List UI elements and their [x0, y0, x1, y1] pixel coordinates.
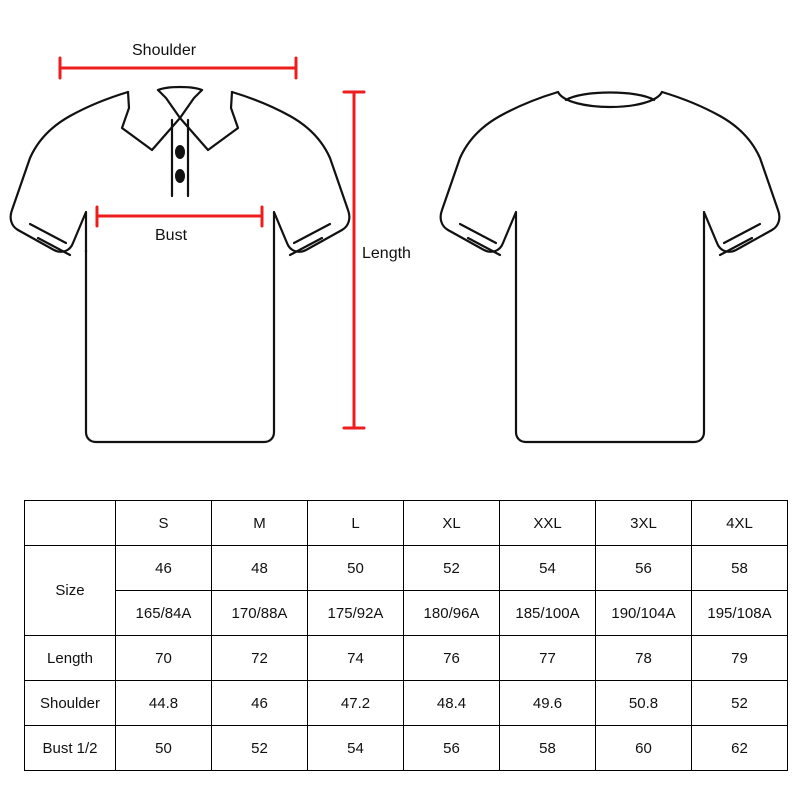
size-table-wrapper: [24, 500, 787, 771]
bust-l: 54: [308, 726, 404, 771]
size-height-l: 175/92A: [308, 591, 404, 636]
size-header-4xl: 4XL: [692, 501, 788, 546]
size-header-m: M: [212, 501, 308, 546]
length-xxl: 77: [500, 636, 596, 681]
size-table: [24, 500, 788, 771]
row-label-size: Size: [25, 546, 116, 636]
front-shirt-outline: [11, 87, 350, 442]
row-label-bust: Bust 1/2: [25, 726, 116, 771]
shoulder-3xl: 50.8: [596, 681, 692, 726]
size-number-m: 48: [212, 546, 308, 591]
size-height-xl: 180/96A: [404, 591, 500, 636]
shoulder-4xl: 52: [692, 681, 788, 726]
shoulder-s: 44.8: [116, 681, 212, 726]
length-measure-label: Length: [362, 245, 411, 262]
length-xl: 76: [404, 636, 500, 681]
table-row-size-heights: [25, 591, 788, 636]
size-number-4xl: 58: [692, 546, 788, 591]
shoulder-l: 47.2: [308, 681, 404, 726]
size-number-3xl: 56: [596, 546, 692, 591]
table-row-length: [25, 636, 788, 681]
bust-4xl: 62: [692, 726, 788, 771]
table-row-bust: [25, 726, 788, 771]
table-row-size-numbers: [25, 546, 788, 591]
size-number-s: 46: [116, 546, 212, 591]
shoulder-m: 46: [212, 681, 308, 726]
size-header-xxl: XXL: [500, 501, 596, 546]
size-height-m: 170/88A: [212, 591, 308, 636]
length-l: 74: [308, 636, 404, 681]
length-4xl: 79: [692, 636, 788, 681]
size-height-3xl: 190/104A: [596, 591, 692, 636]
shoulder-measure-label: Shoulder: [132, 42, 197, 59]
size-number-l: 50: [308, 546, 404, 591]
bust-xl: 56: [404, 726, 500, 771]
table-row-shoulder: [25, 681, 788, 726]
length-m: 72: [212, 636, 308, 681]
bust-s: 50: [116, 726, 212, 771]
bust-xxl: 58: [500, 726, 596, 771]
size-header-l: L: [308, 501, 404, 546]
size-number-xxl: 54: [500, 546, 596, 591]
length-3xl: 78: [596, 636, 692, 681]
length-s: 70: [116, 636, 212, 681]
size-header-s: S: [116, 501, 212, 546]
size-header-xl: XL: [404, 501, 500, 546]
row-label-length: Length: [25, 636, 116, 681]
shoulder-xxl: 49.6: [500, 681, 596, 726]
shoulder-xl: 48.4: [404, 681, 500, 726]
size-header-3xl: 3XL: [596, 501, 692, 546]
table-corner-blank: [25, 501, 116, 546]
size-height-s: 165/84A: [116, 591, 212, 636]
bust-measure-label: Bust: [155, 227, 188, 244]
row-label-shoulder: Shoulder: [25, 681, 116, 726]
size-height-4xl: 195/108A: [692, 591, 788, 636]
size-number-xl: 52: [404, 546, 500, 591]
bust-3xl: 60: [596, 726, 692, 771]
table-row-sizes-header: [25, 501, 788, 546]
bust-m: 52: [212, 726, 308, 771]
front-buttons: [175, 145, 185, 183]
back-shirt-outline: [441, 92, 780, 442]
size-height-xxl: 185/100A: [500, 591, 596, 636]
